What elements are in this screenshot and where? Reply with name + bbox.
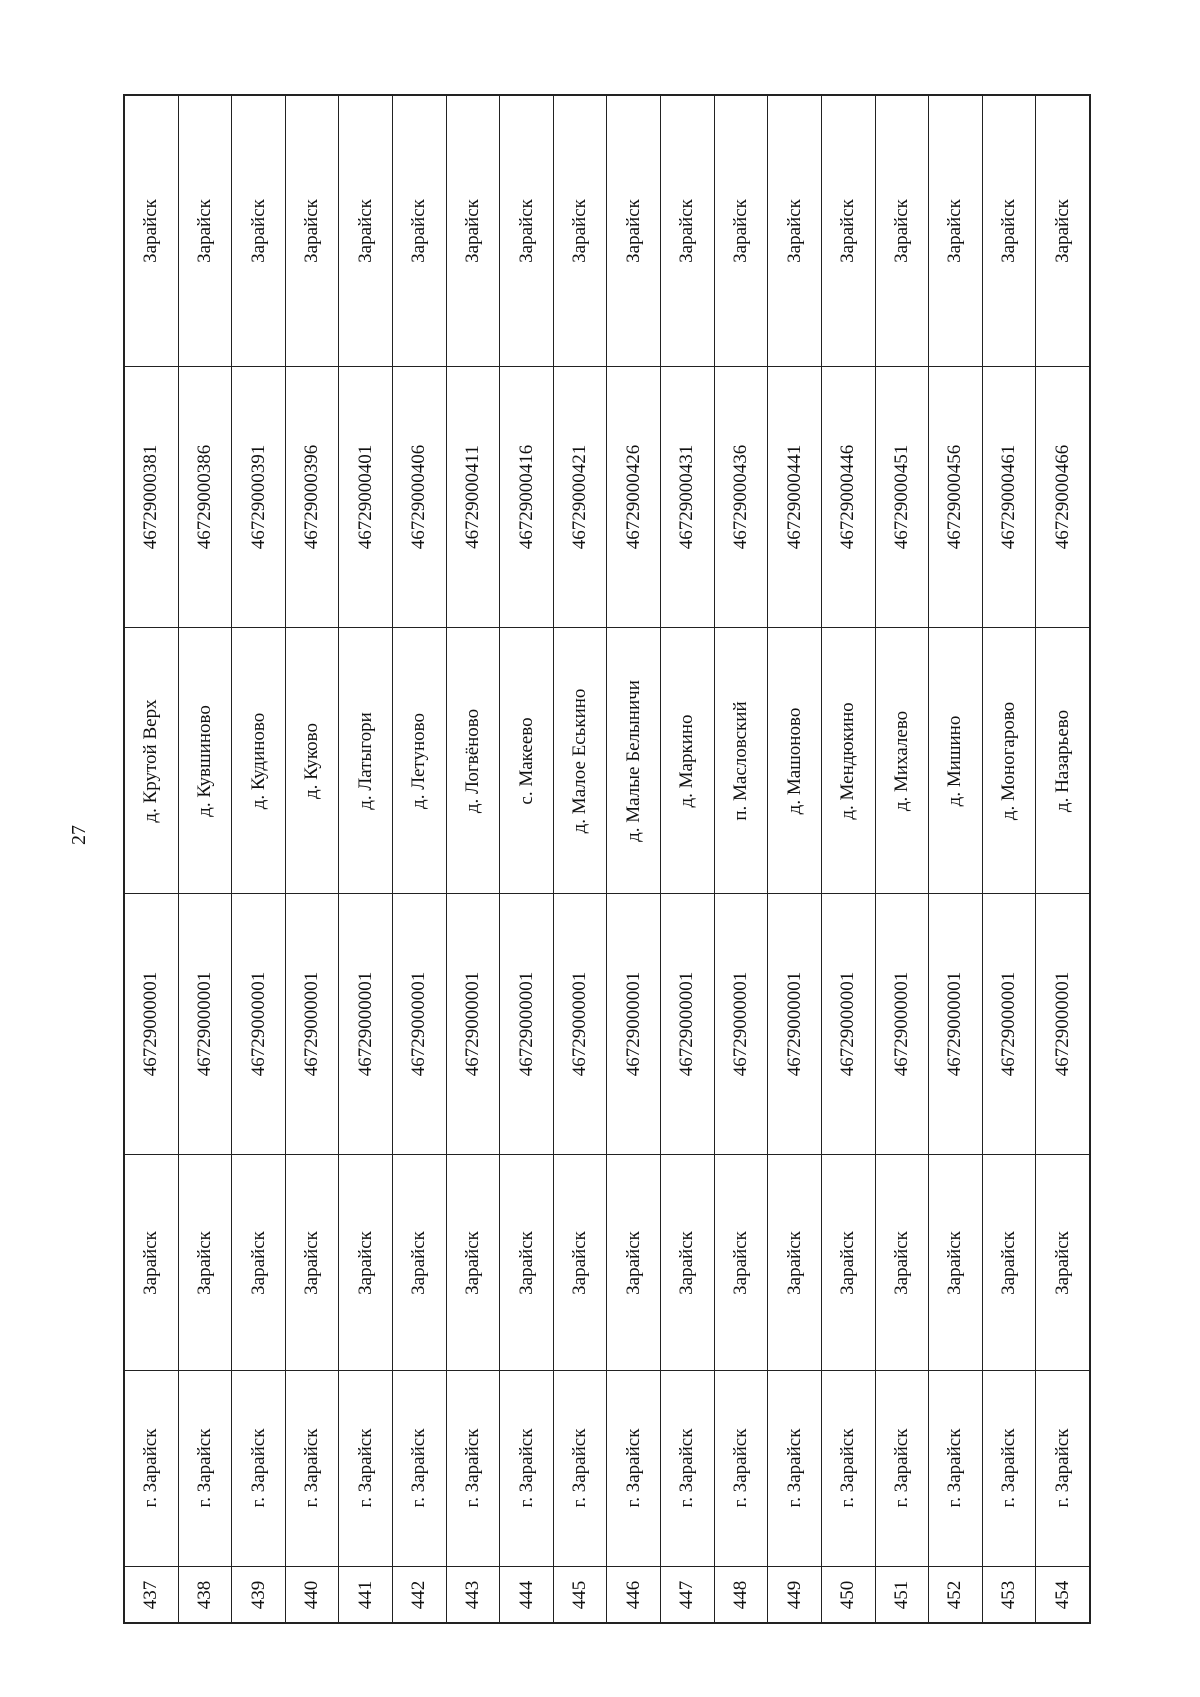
table-cell-name1 <box>661 1155 715 1371</box>
cell-text-name1: Зарайск <box>730 1230 751 1295</box>
table-band-num <box>125 1566 1090 1622</box>
cell-text-name2: Зарайск <box>622 199 644 263</box>
table-cell-place <box>339 628 393 894</box>
table-cell-num <box>339 1566 393 1622</box>
table-cell-name1 <box>1036 1155 1090 1371</box>
cell-text-city: г. Зарайск <box>461 1428 483 1508</box>
table-cell-code1 <box>339 894 393 1155</box>
table-cell-name1 <box>929 1155 983 1371</box>
table-cell-city <box>178 1370 232 1566</box>
cell-text-name1: Зарайск <box>837 1230 859 1295</box>
cell-text-num: 439 <box>247 1580 269 1609</box>
cell-text-city: г. Зарайск <box>944 1428 966 1508</box>
cell-text-name1: Зарайск <box>1051 1230 1073 1295</box>
table-cell-city <box>446 1370 500 1566</box>
cell-text-num: 448 <box>730 1580 751 1609</box>
cell-text-city: г. Зарайск <box>193 1428 215 1508</box>
table-cell-name1 <box>875 1155 929 1371</box>
table-cell-city <box>1036 1370 1090 1566</box>
table-cell-code2 <box>714 367 768 628</box>
cell-text-name2: Зарайск <box>1051 199 1073 263</box>
table-cell-city <box>393 1370 447 1566</box>
row-number-box <box>339 1573 392 1617</box>
cell-text-num: 449 <box>783 1580 805 1609</box>
table-cell-code2 <box>875 367 929 628</box>
table-cell-num <box>553 1566 607 1622</box>
cell-text-num: 454 <box>1051 1580 1073 1609</box>
cell-text-num: 440 <box>301 1580 323 1609</box>
table-cell-code2 <box>446 367 500 628</box>
table-cell-num <box>821 1566 875 1622</box>
page-number: 27 <box>68 825 90 845</box>
row-number-box <box>661 1573 714 1617</box>
table-cell-num <box>178 1566 232 1622</box>
table-cell-num <box>500 1566 554 1622</box>
table-cell-place <box>607 628 661 894</box>
table-cell-place <box>232 628 286 894</box>
cell-text-place: д. Малое Еськино <box>569 688 591 834</box>
table-cell-name2 <box>285 96 339 367</box>
table-cell-name2 <box>125 96 179 367</box>
cell-text-num: 447 <box>676 1580 698 1609</box>
cell-text-code2: 46729000441 <box>783 444 805 550</box>
table-band-place <box>125 628 1090 894</box>
cell-text-city: г. Зарайск <box>301 1428 323 1508</box>
table-cell-num <box>285 1566 339 1622</box>
row-number-box <box>125 1573 178 1617</box>
cell-text-place: д. Машоново <box>783 707 805 814</box>
table-cell-num <box>768 1566 822 1622</box>
cell-text-num: 444 <box>515 1580 537 1609</box>
cell-text-place: с. Макеево <box>515 716 537 805</box>
cell-text-city: г. Зарайск <box>247 1428 269 1508</box>
table-cell-city <box>285 1370 339 1566</box>
cell-text-code1: 46729000001 <box>140 971 162 1077</box>
table-cell-name2 <box>178 96 232 367</box>
table-cell-name2 <box>1036 96 1090 367</box>
table-cell-place <box>875 628 929 894</box>
row-number-box <box>554 1573 607 1617</box>
cell-text-name2: Зарайск <box>998 199 1020 263</box>
cell-text-code2: 46729000406 <box>408 444 430 550</box>
table-cell-num <box>125 1566 179 1622</box>
cell-text-num: 443 <box>461 1580 483 1609</box>
table-cell-code2 <box>500 367 554 628</box>
table-cell-place <box>821 628 875 894</box>
table-cell-city <box>607 1370 661 1566</box>
table-cell-city <box>821 1370 875 1566</box>
cell-text-name2: Зарайск <box>140 199 162 263</box>
table-cell-code1 <box>393 894 447 1155</box>
cell-text-num: 445 <box>569 1580 591 1609</box>
table-cell-name2 <box>661 96 715 367</box>
cell-text-city: г. Зарайск <box>1051 1428 1073 1508</box>
cell-text-place: д. Михалево <box>890 710 912 811</box>
table-band-name1 <box>125 1155 1090 1371</box>
table-cell-city <box>125 1370 179 1566</box>
row-number-box <box>876 1573 929 1617</box>
row-number-box <box>929 1573 982 1617</box>
table-cell-code2 <box>553 367 607 628</box>
table-band-code1 <box>125 894 1090 1155</box>
table-cell-code1 <box>232 894 286 1155</box>
table-cell-name1 <box>285 1155 339 1371</box>
table-cell-name2 <box>768 96 822 367</box>
table-cell-code1 <box>285 894 339 1155</box>
cell-text-num: 438 <box>193 1580 215 1609</box>
table-cell-code2 <box>393 367 447 628</box>
cell-text-code2: 46729000461 <box>998 444 1020 550</box>
cell-text-name1: Зарайск <box>676 1230 698 1295</box>
cell-text-name1: Зарайск <box>140 1230 162 1295</box>
table-cell-code2 <box>768 367 822 628</box>
table-cell-num <box>607 1566 661 1622</box>
table-cell-name1 <box>446 1155 500 1371</box>
cell-text-name2: Зарайск <box>944 199 966 263</box>
cell-text-place: д. Маркино <box>676 714 698 808</box>
table-cell-place <box>982 628 1036 894</box>
cell-text-place: д. Латыгори <box>354 711 376 810</box>
table-cell-name2 <box>875 96 929 367</box>
table-band-city <box>125 1370 1090 1566</box>
cell-text-place: д. Крутой Верх <box>140 699 162 823</box>
cell-text-name1: Зарайск <box>247 1230 269 1295</box>
table-cell-name1 <box>232 1155 286 1371</box>
table-cell-code2 <box>232 367 286 628</box>
cell-text-name1: Зарайск <box>301 1230 323 1295</box>
row-number-box <box>500 1573 553 1617</box>
cell-text-place: д. Куково <box>301 722 323 799</box>
cell-text-city: г. Зарайск <box>515 1428 537 1508</box>
row-number-box <box>607 1573 660 1617</box>
table-cell-code1 <box>125 894 179 1155</box>
table-cell-place <box>178 628 232 894</box>
table-cell-code1 <box>821 894 875 1155</box>
cell-text-city: г. Зарайск <box>890 1428 912 1508</box>
table-cell-code2 <box>661 367 715 628</box>
cell-text-place: д. Мишино <box>944 715 966 806</box>
table-cell-place <box>500 628 554 894</box>
cell-text-name1: Зарайск <box>569 1230 591 1295</box>
table-cell-name2 <box>607 96 661 367</box>
cell-text-code1: 46729000001 <box>408 971 430 1077</box>
table-cell-place <box>125 628 179 894</box>
table-cell-name1 <box>714 1155 768 1371</box>
cell-text-name2: Зарайск <box>354 199 376 263</box>
cell-text-code2: 46729000446 <box>837 444 859 550</box>
cell-text-name1: Зарайск <box>515 1230 537 1295</box>
cell-text-place: д. Малые Белыничи <box>622 679 644 842</box>
table-cell-name2 <box>339 96 393 367</box>
cell-text-name2: Зарайск <box>408 199 430 263</box>
cell-text-code2: 46729000421 <box>569 444 591 550</box>
cell-text-name2: Зарайск <box>301 199 323 263</box>
cell-text-city: г. Зарайск <box>140 1428 162 1508</box>
row-number-box <box>232 1573 285 1617</box>
table-cell-city <box>714 1370 768 1566</box>
cell-text-name1: Зарайск <box>998 1230 1020 1295</box>
table-cell-code1 <box>661 894 715 1155</box>
table-cell-place <box>714 628 768 894</box>
cell-text-place: д. Летуново <box>408 712 430 809</box>
cell-text-name1: Зарайск <box>783 1230 805 1295</box>
table-cell-code2 <box>178 367 232 628</box>
cell-text-place: д. Кувшиново <box>193 704 215 817</box>
row-number-box <box>768 1573 821 1617</box>
table-cell-code2 <box>1036 367 1090 628</box>
row-number-box <box>983 1573 1036 1617</box>
cell-text-city: г. Зарайск <box>622 1428 644 1508</box>
table-cell-place <box>1036 628 1090 894</box>
cell-text-num: 452 <box>944 1580 966 1609</box>
table-cell-name2 <box>393 96 447 367</box>
cell-text-code2: 46729000436 <box>730 444 751 550</box>
table-cell-name1 <box>339 1155 393 1371</box>
cell-text-code1: 46729000001 <box>193 971 215 1077</box>
table-cell-place <box>661 628 715 894</box>
table-cell-name2 <box>500 96 554 367</box>
table-cell-place <box>446 628 500 894</box>
table-cell-name2 <box>714 96 768 367</box>
settlements-table <box>123 94 1091 1624</box>
cell-text-code2: 46729000426 <box>622 444 644 550</box>
table-cell-code1 <box>178 894 232 1155</box>
row-number-box <box>822 1573 875 1617</box>
table-cell-code2 <box>339 367 393 628</box>
cell-text-code1: 46729000001 <box>1051 971 1073 1077</box>
table-cell-name1 <box>982 1155 1036 1371</box>
cell-text-num: 441 <box>354 1580 376 1609</box>
cell-text-num: 446 <box>622 1580 644 1609</box>
cell-text-place: д. Кудиново <box>247 712 269 809</box>
table-cell-num <box>232 1566 286 1622</box>
cell-text-name2: Зарайск <box>730 199 751 263</box>
table-cell-city <box>982 1370 1036 1566</box>
cell-text-name1: Зарайск <box>461 1230 483 1295</box>
table-cell-num <box>661 1566 715 1622</box>
table-cell-place <box>393 628 447 894</box>
table-cell-name1 <box>607 1155 661 1371</box>
cell-text-name2: Зарайск <box>461 199 483 263</box>
cell-text-city: г. Зарайск <box>408 1428 430 1508</box>
table-cell-num <box>875 1566 929 1622</box>
table-cell-code1 <box>982 894 1036 1155</box>
table-cell-city <box>553 1370 607 1566</box>
table-cell-name2 <box>232 96 286 367</box>
cell-text-code2: 46729000401 <box>354 444 376 550</box>
cell-text-code1: 46729000001 <box>783 971 805 1077</box>
row-number-box <box>286 1573 339 1617</box>
table-cell-place <box>929 628 983 894</box>
cell-text-name2: Зарайск <box>783 199 805 263</box>
cell-text-code1: 46729000001 <box>890 971 912 1077</box>
table-cell-code1 <box>714 894 768 1155</box>
cell-text-code1: 46729000001 <box>247 971 269 1077</box>
cell-text-name1: Зарайск <box>944 1230 966 1295</box>
table-cell-place <box>553 628 607 894</box>
cell-text-name1: Зарайск <box>622 1230 644 1295</box>
row-number-box <box>447 1573 500 1617</box>
cell-text-place: д. Логвёново <box>461 708 483 813</box>
cell-text-place: д. Назарьево <box>1051 709 1073 812</box>
cell-text-num: 451 <box>890 1580 912 1609</box>
cell-text-city: г. Зарайск <box>837 1428 859 1508</box>
table-cell-name2 <box>446 96 500 367</box>
table-cell-num <box>446 1566 500 1622</box>
table-cell-name1 <box>821 1155 875 1371</box>
row-number-box <box>715 1573 768 1617</box>
cell-text-city: г. Зарайск <box>569 1428 591 1508</box>
table-cell-name1 <box>178 1155 232 1371</box>
cell-text-code2: 46729000416 <box>515 444 537 550</box>
table-cell-place <box>285 628 339 894</box>
cell-text-num: 453 <box>998 1580 1020 1609</box>
cell-text-code2: 46729000391 <box>247 444 269 550</box>
table-cell-name1 <box>500 1155 554 1371</box>
cell-text-code1: 46729000001 <box>998 971 1020 1077</box>
table-grid <box>124 95 1090 1623</box>
table-cell-num <box>393 1566 447 1622</box>
cell-text-code1: 46729000001 <box>515 971 537 1077</box>
table-cell-name2 <box>821 96 875 367</box>
table-cell-name2 <box>553 96 607 367</box>
cell-text-code1: 46729000001 <box>461 971 483 1077</box>
table-cell-place <box>768 628 822 894</box>
cell-text-name2: Зарайск <box>676 199 698 263</box>
cell-text-place: д. Мендюкино <box>837 701 859 820</box>
table-cell-code2 <box>982 367 1036 628</box>
cell-text-name1: Зарайск <box>193 1230 215 1295</box>
table-cell-num <box>929 1566 983 1622</box>
table-cell-city <box>875 1370 929 1566</box>
row-number-box <box>393 1573 446 1617</box>
cell-text-code2: 46729000381 <box>140 444 162 550</box>
cell-text-code2: 46729000451 <box>890 444 912 550</box>
cell-text-name2: Зарайск <box>837 199 859 263</box>
cell-text-name1: Зарайск <box>408 1230 430 1295</box>
table-band-name2 <box>125 96 1090 367</box>
table-cell-name1 <box>553 1155 607 1371</box>
table-cell-city <box>232 1370 286 1566</box>
cell-text-code2: 46729000411 <box>461 445 483 549</box>
cell-text-name2: Зарайск <box>193 199 215 263</box>
cell-text-code2: 46729000466 <box>1051 444 1073 550</box>
table-cell-code2 <box>607 367 661 628</box>
table-cell-code2 <box>929 367 983 628</box>
table-cell-name2 <box>929 96 983 367</box>
table-cell-name1 <box>768 1155 822 1371</box>
cell-text-code1: 46729000001 <box>676 971 698 1077</box>
cell-text-name2: Зарайск <box>247 199 269 263</box>
cell-text-num: 442 <box>408 1580 430 1609</box>
table-cell-code1 <box>500 894 554 1155</box>
cell-text-code2: 46729000456 <box>944 444 966 550</box>
cell-text-city: г. Зарайск <box>676 1428 698 1508</box>
cell-text-num: 437 <box>140 1580 162 1609</box>
cell-text-code1: 46729000001 <box>569 971 591 1077</box>
cell-text-code2: 46729000431 <box>676 444 698 550</box>
cell-text-num: 450 <box>837 1580 859 1609</box>
table-cell-city <box>661 1370 715 1566</box>
cell-text-name1: Зарайск <box>354 1230 376 1295</box>
cell-text-code1: 46729000001 <box>354 971 376 1077</box>
table-cell-num <box>714 1566 768 1622</box>
cell-text-code1: 46729000001 <box>837 971 859 1077</box>
table-cell-city <box>500 1370 554 1566</box>
cell-text-code1: 46729000001 <box>730 971 751 1077</box>
table-cell-code1 <box>875 894 929 1155</box>
table-band-code2 <box>125 367 1090 628</box>
table-cell-code1 <box>446 894 500 1155</box>
cell-text-name1: Зарайск <box>890 1230 912 1295</box>
cell-text-name2: Зарайск <box>890 199 912 263</box>
table-cell-code2 <box>821 367 875 628</box>
table-cell-city <box>768 1370 822 1566</box>
table-cell-code2 <box>285 367 339 628</box>
table-cell-name1 <box>393 1155 447 1371</box>
cell-text-name2: Зарайск <box>515 199 537 263</box>
table-cell-city <box>929 1370 983 1566</box>
cell-text-code2: 46729000386 <box>193 444 215 550</box>
cell-text-code1: 46729000001 <box>301 971 323 1077</box>
cell-text-city: г. Зарайск <box>998 1428 1020 1508</box>
cell-text-place: п. Масловский <box>730 700 751 821</box>
table-cell-code1 <box>553 894 607 1155</box>
row-number-box <box>179 1573 232 1617</box>
table-cell-code2 <box>125 367 179 628</box>
table-cell-code1 <box>929 894 983 1155</box>
row-number-box <box>1036 1573 1089 1617</box>
table-cell-code1 <box>768 894 822 1155</box>
table-cell-name2 <box>982 96 1036 367</box>
table-cell-num <box>1036 1566 1090 1622</box>
table-cell-code1 <box>607 894 661 1155</box>
cell-text-code1: 46729000001 <box>622 971 644 1077</box>
cell-text-place: д. Моногарово <box>998 701 1020 820</box>
table-cell-code1 <box>1036 894 1090 1155</box>
cell-text-city: г. Зарайск <box>783 1428 805 1508</box>
cell-text-city: г. Зарайск <box>354 1428 376 1508</box>
table-cell-name1 <box>125 1155 179 1371</box>
table-cell-city <box>339 1370 393 1566</box>
table-cell-num <box>982 1566 1036 1622</box>
cell-text-code2: 46729000396 <box>301 444 323 550</box>
cell-text-name2: Зарайск <box>569 199 591 263</box>
cell-text-city: г. Зарайск <box>730 1428 751 1508</box>
cell-text-code1: 46729000001 <box>944 971 966 1077</box>
